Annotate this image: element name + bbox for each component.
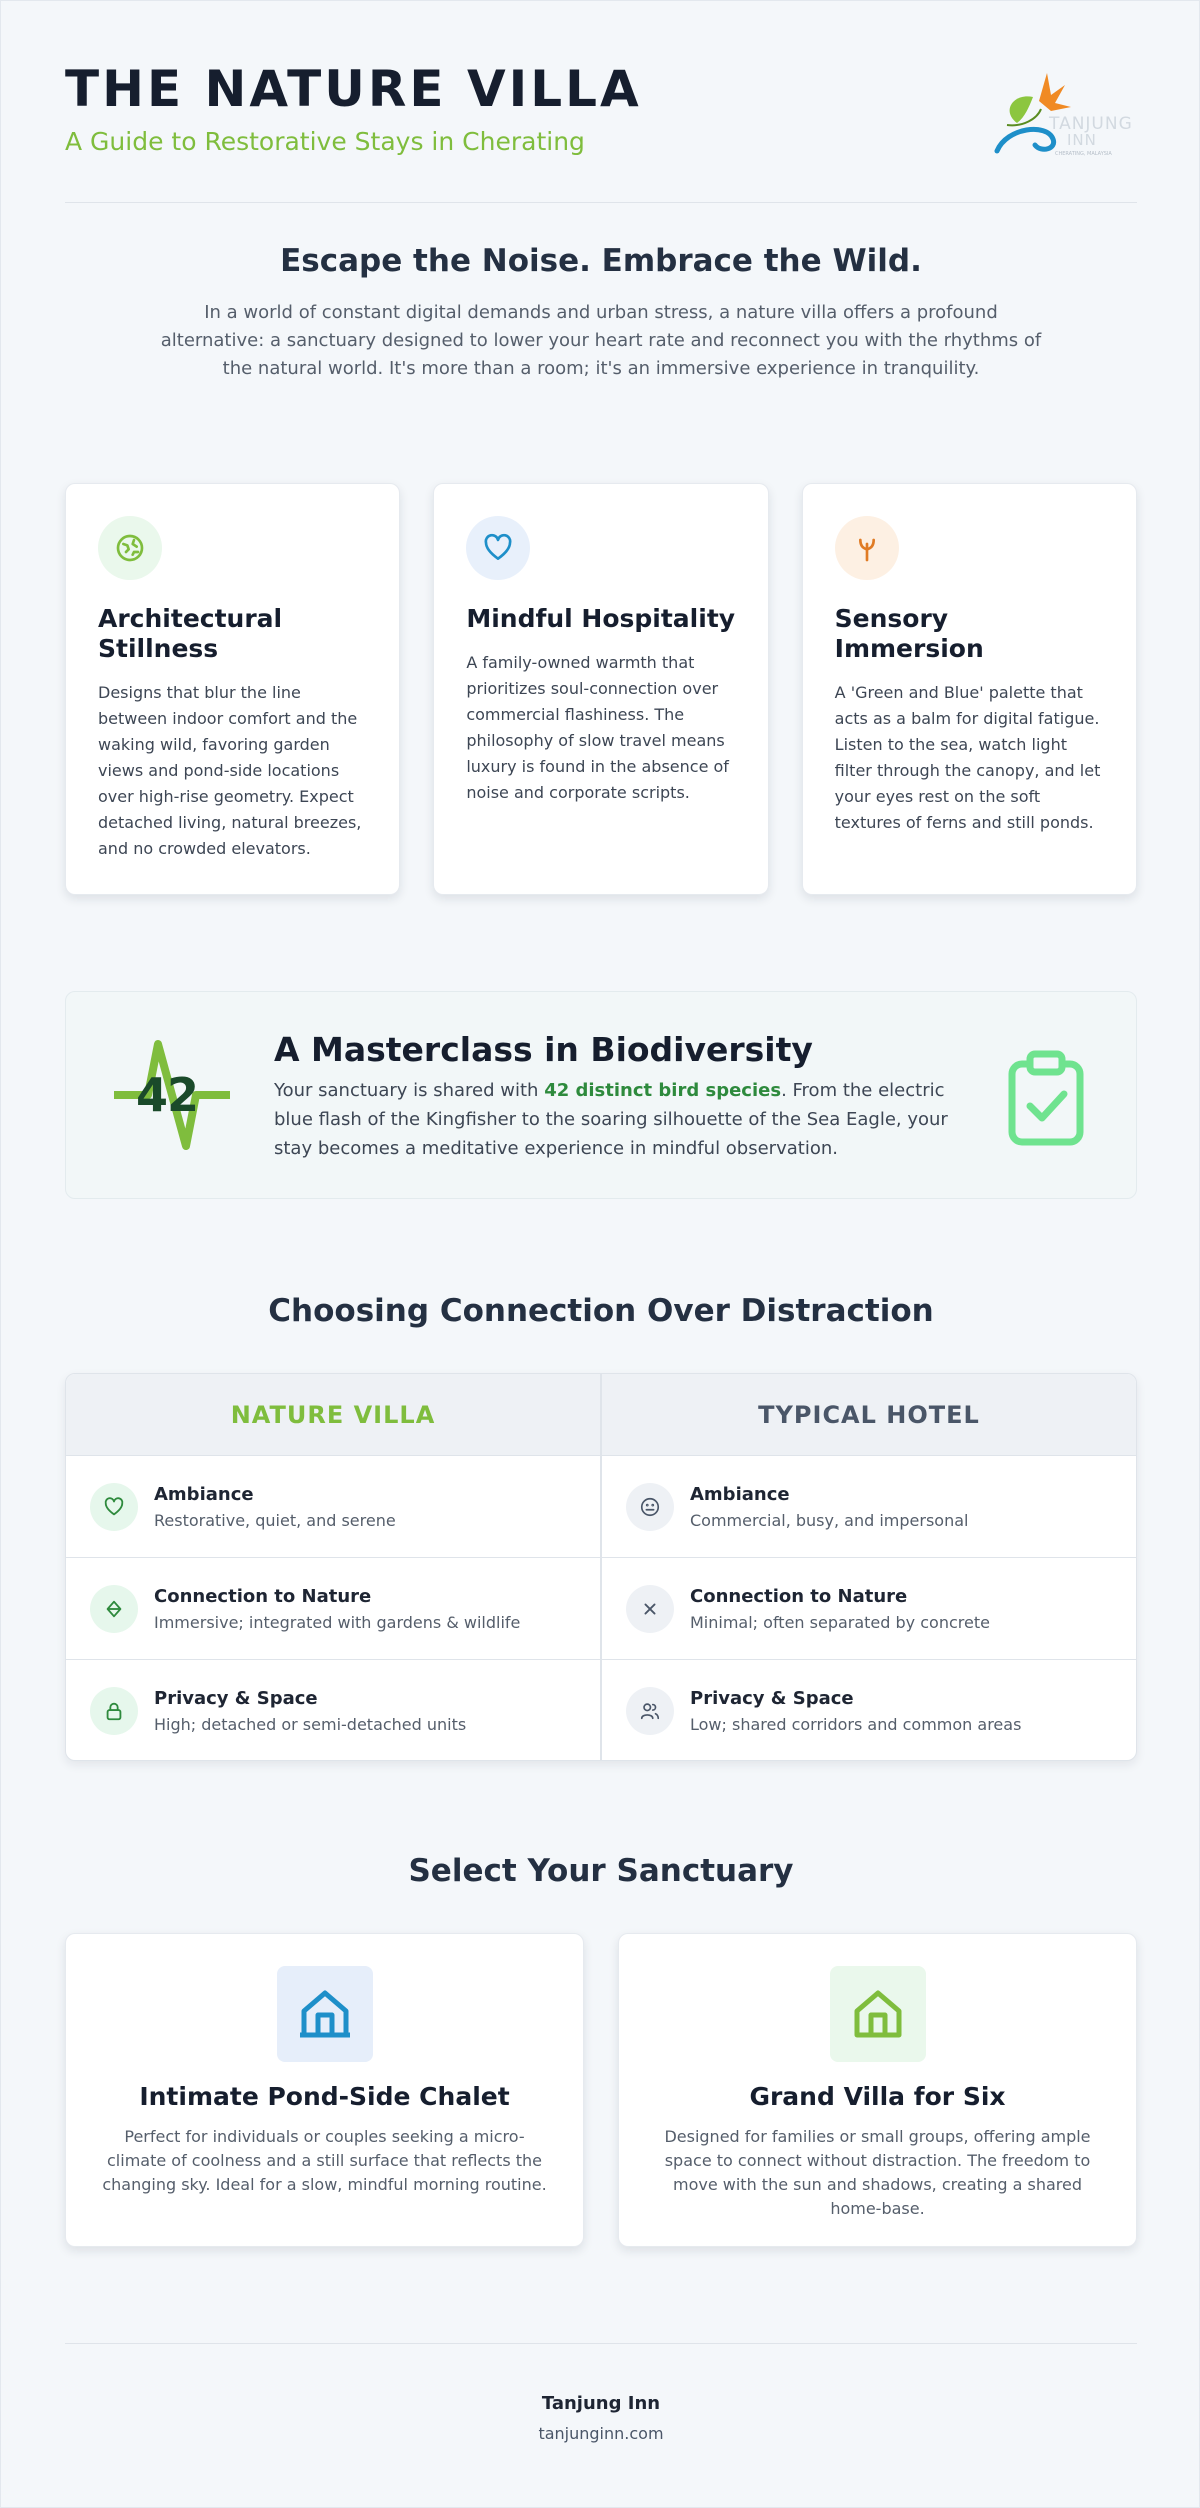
table-row — [66, 1456, 1136, 1558]
svg-text:CHERATING, MALAYSIA: CHERATING, MALAYSIA — [1055, 151, 1112, 157]
svg-text:TANJUNG: TANJUNG — [1049, 114, 1133, 134]
row-label: Ambiance — [690, 1483, 790, 1505]
pillars-section — [65, 483, 1137, 895]
biodiversity-body: Your sanctuary is shared with 42 distinct bird species. From the electric blue flash of the Kingfisher to the soaring silhouette of the Sea Eagle, your stay becomes a meditative experience in mindful observation. — [274, 1080, 948, 1159]
card-title: Grand Villa for Six — [749, 2082, 1006, 2111]
sprout-icon — [835, 516, 899, 580]
row-label: Connection to Nature — [690, 1585, 908, 1607]
leaf-circle-icon — [98, 516, 162, 580]
bird-species-highlight: 42 distinct bird species — [544, 1080, 782, 1101]
sanctuary-section — [65, 1933, 1137, 2247]
table-cell — [602, 1456, 1136, 1557]
row-desc: Commercial, busy, and impersonal — [690, 1510, 969, 1530]
row-desc: Restorative, quiet, and serene — [154, 1510, 396, 1530]
comparison-table — [65, 1373, 1137, 1761]
column-typical-hotel: TYPICAL HOTEL — [758, 1400, 980, 1429]
row-desc: Immersive; integrated with gardens & wildlife — [154, 1612, 521, 1632]
header-divider — [65, 202, 1137, 203]
users-icon — [626, 1687, 674, 1735]
intro-section — [151, 243, 1051, 383]
table-row — [66, 1558, 1136, 1660]
card-body: Perfect for individuals or couples seeking a micro-climate of coolness and a still surface that reflects the changing sky. Ideal for a slow, mindful morning routine. — [102, 2127, 547, 2194]
card-body: Designed for families or small groups, offering ample space to connect without distraction. The freedom to move with the sun and shadows, creating a shared home-base. — [664, 2127, 1091, 2218]
comparison-heading: Choosing Connection Over Distraction — [268, 1293, 934, 1329]
card-title: Intimate Pond-Side Chalet — [139, 2082, 510, 2111]
svg-text:INN: INN — [1067, 131, 1097, 149]
pillar-title: Mindful Hospitality — [466, 604, 736, 633]
leaf-icon — [90, 1585, 138, 1633]
pillar-body: A 'Green and Blue' palette that acts as a balm for digital fatigue. Listen to the sea, watch light filter through the canopy, and let your eyes rest on the soft textures of ferns and still ponds. — [834, 683, 1101, 832]
sanctuary-heading: Select Your Sanctuary — [408, 1853, 794, 1889]
clipboard-check-icon — [1006, 1050, 1086, 1146]
table-cell — [66, 1558, 602, 1659]
header — [65, 59, 1137, 159]
row-label: Connection to Nature — [154, 1585, 372, 1607]
heart-icon — [90, 1483, 138, 1531]
house-icon — [277, 1966, 373, 2062]
table-cell — [602, 1558, 1136, 1659]
footer-divider — [65, 2343, 1137, 2344]
row-desc: High; detached or semi-detached units — [154, 1715, 467, 1734]
house-icon — [830, 1966, 926, 2062]
row-label: Ambiance — [154, 1483, 254, 1505]
footer-name: Tanjung Inn — [541, 2393, 661, 2414]
x-icon — [626, 1585, 674, 1633]
pillar-body: A family-owned warmth that prioritizes soul-connection over commercial flashiness. The philosophy of slow travel means luxury is found in the absence of noise and corporate scripts. — [466, 653, 729, 802]
pillar-card — [433, 483, 768, 895]
pillar-card — [65, 483, 400, 895]
heart-icon — [466, 516, 530, 580]
comparison-header — [66, 1374, 1136, 1456]
biodiversity-callout — [65, 991, 1137, 1199]
row-desc: Low; shared corridors and common areas — [690, 1715, 1022, 1734]
tanjung-inn-logo — [977, 67, 1137, 157]
chalet-card[interactable] — [65, 1933, 584, 2247]
pillar-title: Sensory Immersion — [834, 604, 984, 663]
table-cell — [602, 1660, 1136, 1761]
intro-body: In a world of constant digital demands and urban stress, a nature villa offers a profound alternative: a sanctuary designed to lower your heart rate and reconnect you with the rhythms of the natural world. It's more than a room; it's an immersive experience in tranquility. — [160, 302, 1042, 379]
footer — [1, 2393, 1200, 2443]
table-cell — [66, 1456, 602, 1557]
row-desc: Minimal; often separated by concrete — [690, 1612, 990, 1632]
biodiversity-heading: A Masterclass in Biodiversity — [274, 1030, 813, 1069]
page-title: THE NATURE VILLA — [65, 60, 642, 118]
pillar-card — [802, 483, 1137, 895]
villa-card[interactable] — [618, 1933, 1137, 2247]
row-label: Privacy & Space — [690, 1688, 854, 1709]
neutral-face-icon — [626, 1483, 674, 1531]
pillar-body: Designs that blur the line between indoor comfort and the waking wild, favoring garden views and pond-side locations over high-rise geometry. Expect detached living, natural breezes, and no crowded elevators. — [98, 683, 362, 858]
table-row — [66, 1660, 1136, 1761]
footer-link[interactable]: tanjunginn.com — [538, 2424, 664, 2443]
column-nature-villa: NATURE VILLA — [66, 1374, 602, 1455]
table-cell — [66, 1660, 602, 1761]
row-label: Privacy & Space — [154, 1688, 318, 1709]
pillar-title: Architectural Stillness — [98, 604, 283, 663]
bird-count: 42 — [136, 1068, 199, 1122]
lock-icon — [90, 1687, 138, 1735]
intro-heading: Escape the Noise. Embrace the Wild. — [280, 243, 922, 279]
page-subtitle: A Guide to Restorative Stays in Cherating — [65, 127, 585, 156]
